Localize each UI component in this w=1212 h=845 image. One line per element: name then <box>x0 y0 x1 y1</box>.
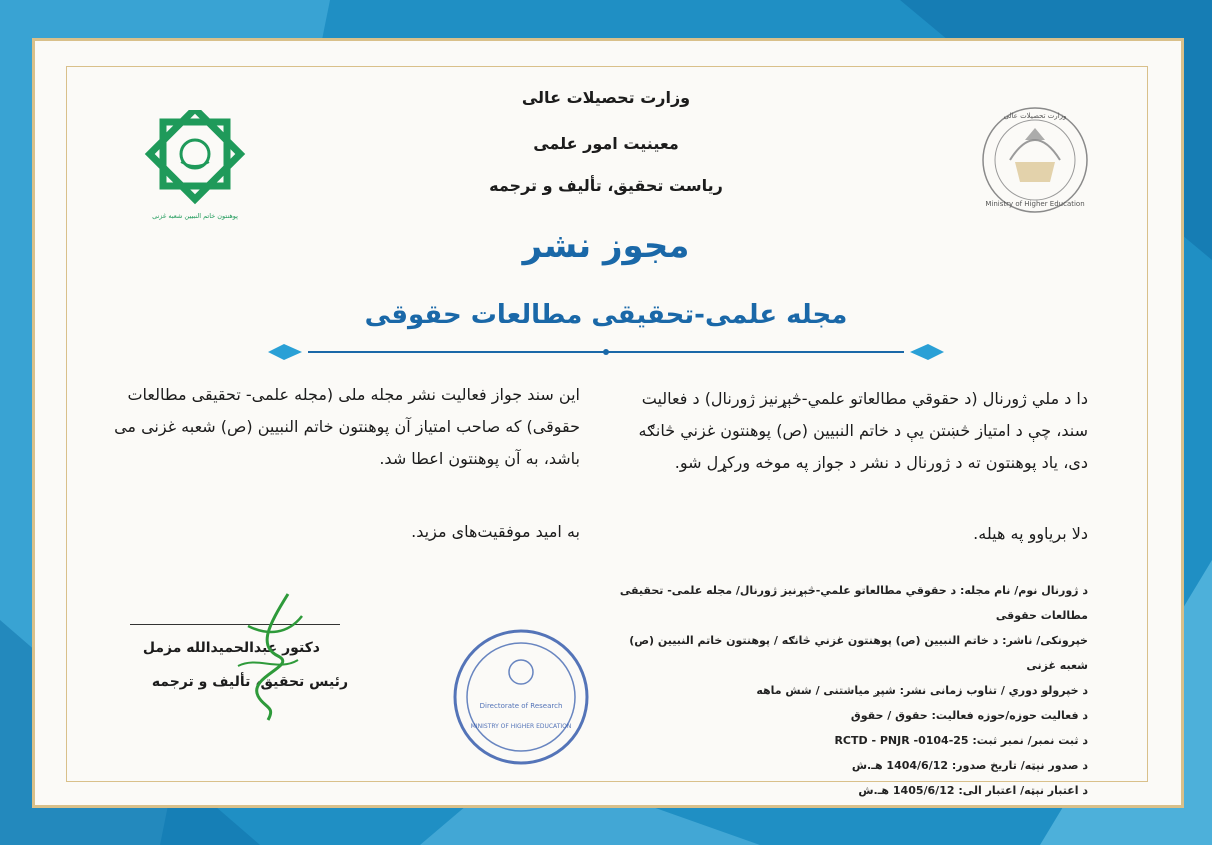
dari-line-2: حقوقی) که صاحب امتیاز آن پوهنتون خاتم النبیین (ص) شعبه غزنی می <box>114 417 580 436</box>
dari-paragraph <box>96 379 580 475</box>
stamp-text-2: MINISTRY OF HIGHER EDUCATION <box>470 723 572 730</box>
university-logo <box>140 110 250 225</box>
header-deputy: معینیت امور علمی <box>533 134 679 153</box>
header-directorate: ریاست تحقیق، تألیف و ترجمه <box>489 176 723 195</box>
university-logo-caption: پوهنتون خاتم النبیین شعبه غزنی <box>152 212 238 220</box>
header-ministry: وزارت تحصیلات عالی <box>521 88 691 107</box>
dari-line-1: این سند جواز فعالیت نشر مجله ملی (مجله علمی- تحقیقی مطالعات <box>127 385 580 404</box>
official-stamp <box>446 622 596 772</box>
title-divider <box>268 340 944 364</box>
journal-metadata <box>600 578 1088 803</box>
signatory-name: دکتور عبدالحمیدالله مزمل <box>142 640 320 656</box>
pashto-closing: دلا بریاوو په هیله. <box>973 524 1088 543</box>
metadata-registration-number: د ثبت نمبر/ نمبر ثبت: RCTD - PNJR -0104-25 <box>834 734 1088 747</box>
signatory-position: رئیس تحقیق، تألیف و ترجمه <box>151 674 348 690</box>
ministry-logo-caption-fa: وزارت تحصیلات عالی <box>1003 112 1067 120</box>
dari-line-3: باشد، به آن پوهنتون اعطا شد. <box>379 449 580 468</box>
metadata-journal-name: د ژورنال نوم/ نام مجله: د حقوقي مطالعاتو علمي-څېړنیز ژورنال/ مجله علمی- تحقیقی مطالعات حقوقی <box>619 584 1088 622</box>
metadata-issue-date: د صدور نېټه/ تاریخ صدور: 1404/6/12 هـ.ش <box>851 759 1088 772</box>
metadata-field: د فعالیت حوزه/حوزه فعالیت: حقوق / حقوق <box>850 709 1088 722</box>
dari-closing: به امید موفقیت‌های مزید. <box>411 522 580 541</box>
metadata-expiry-date: د اعتبار نېټه/ اعتبار الی: 1405/6/12 هـ.ش <box>858 784 1088 797</box>
pashto-line-2: سند، چې د امتیاز څښتن یې د خاتم النبیین (ص) پوهنتون غزني څانګه <box>638 421 1088 440</box>
pashto-paragraph <box>632 383 1088 479</box>
stamp-text-1: Directorate of Research <box>479 702 563 710</box>
ministry-logo-caption-en: Ministry of Higher Education <box>985 200 1085 208</box>
pashto-line-1: دا د ملي ژورنال (د حقوقي مطالعاتو علمي-څېړنیز ژورنال) د فعالیت <box>641 389 1088 408</box>
pashto-line-3: دی، یاد پوهنتون ته د ژورنال د نشر د جواز په موخه ورکړل شو. <box>674 453 1088 472</box>
metadata-publisher: خپرونکی/ ناشر: د خاتم النبیین (ص) پوهنتون غزني څانګه / پوهنتون خاتم النبیین (ص) شعبه غزنی <box>629 634 1088 672</box>
ministry-logo <box>970 100 1100 220</box>
journal-title: مجله علمی-تحقیقی مطالعات حقوقی <box>364 300 848 330</box>
metadata-frequency: د خپرولو دوري / تناوب زمانی نشر: شپږ میاشتنی / شش ماهه <box>756 684 1088 697</box>
certificate-title: مجوز نشر <box>522 226 690 266</box>
handwritten-signature <box>228 586 308 726</box>
